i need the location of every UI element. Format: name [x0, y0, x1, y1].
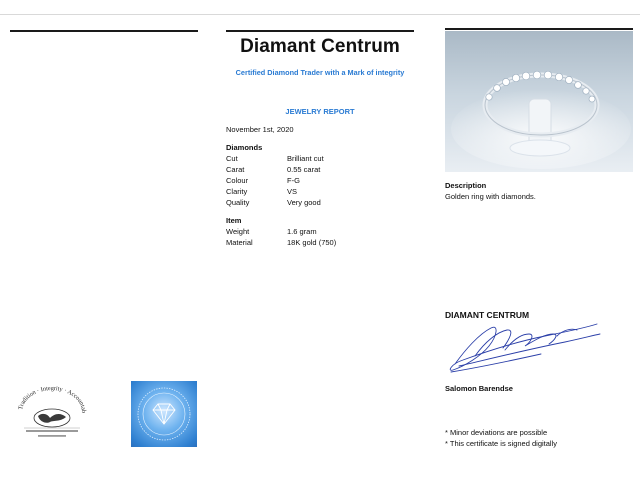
spec-row-cut	[226, 154, 416, 165]
center-column-rule	[226, 30, 414, 32]
signer-name: Salomon Barendse	[445, 384, 513, 393]
left-column-rule	[10, 30, 198, 32]
spec-label: Quality	[226, 198, 250, 207]
top-divider	[0, 14, 640, 15]
spec-label: Colour	[226, 176, 249, 185]
note-signed-digitally: * This certificate is signed digitally	[445, 439, 557, 448]
description-heading: Description	[445, 181, 487, 190]
spec-value: 1.6 gram	[287, 227, 317, 236]
company-title: Diamant Centrum	[240, 36, 400, 57]
company-subtitle: Certified Diamond Trader with a Mark of integrity	[235, 68, 405, 77]
svg-text:Tradition · Integrity · Accoun: Tradition · Integrity · Accountab	[17, 384, 88, 414]
spec-label: Carat	[226, 165, 245, 174]
report-type-heading: JEWELRY REPORT	[285, 107, 355, 116]
description-text: Golden ring with diamonds.	[445, 192, 536, 201]
spec-row-carat	[226, 165, 416, 176]
spec-label: Weight	[226, 227, 250, 236]
note-minor-deviations: * Minor deviations are possible	[445, 428, 548, 437]
spec-row-weight	[226, 227, 416, 238]
ring-photo	[445, 31, 633, 172]
spec-label: Material	[226, 238, 253, 247]
spec-row-colour	[226, 176, 416, 187]
spec-value: F-G	[287, 176, 300, 185]
spec-label: Clarity	[226, 187, 248, 196]
spec-label: Cut	[226, 154, 238, 163]
diamonds-heading: Diamonds	[226, 143, 263, 152]
handwritten-signature	[445, 320, 605, 378]
signature-company: DIAMANT CENTRUM	[445, 310, 530, 320]
spec-value: 18K gold (750)	[287, 238, 337, 247]
spec-row-material	[226, 238, 416, 249]
integrity-seal-logo	[14, 382, 90, 444]
report-date: November 1st, 2020	[226, 125, 294, 134]
spec-value: Very good	[287, 198, 321, 207]
spec-row-quality	[226, 198, 416, 209]
spec-row-clarity	[226, 187, 416, 198]
spec-value: 0.55 carat	[287, 165, 321, 174]
spec-value: VS	[287, 187, 298, 196]
right-column-rule	[445, 28, 633, 30]
item-heading: Item	[226, 216, 242, 225]
spec-value: Brilliant cut	[287, 154, 324, 163]
certification-badge	[131, 381, 197, 447]
